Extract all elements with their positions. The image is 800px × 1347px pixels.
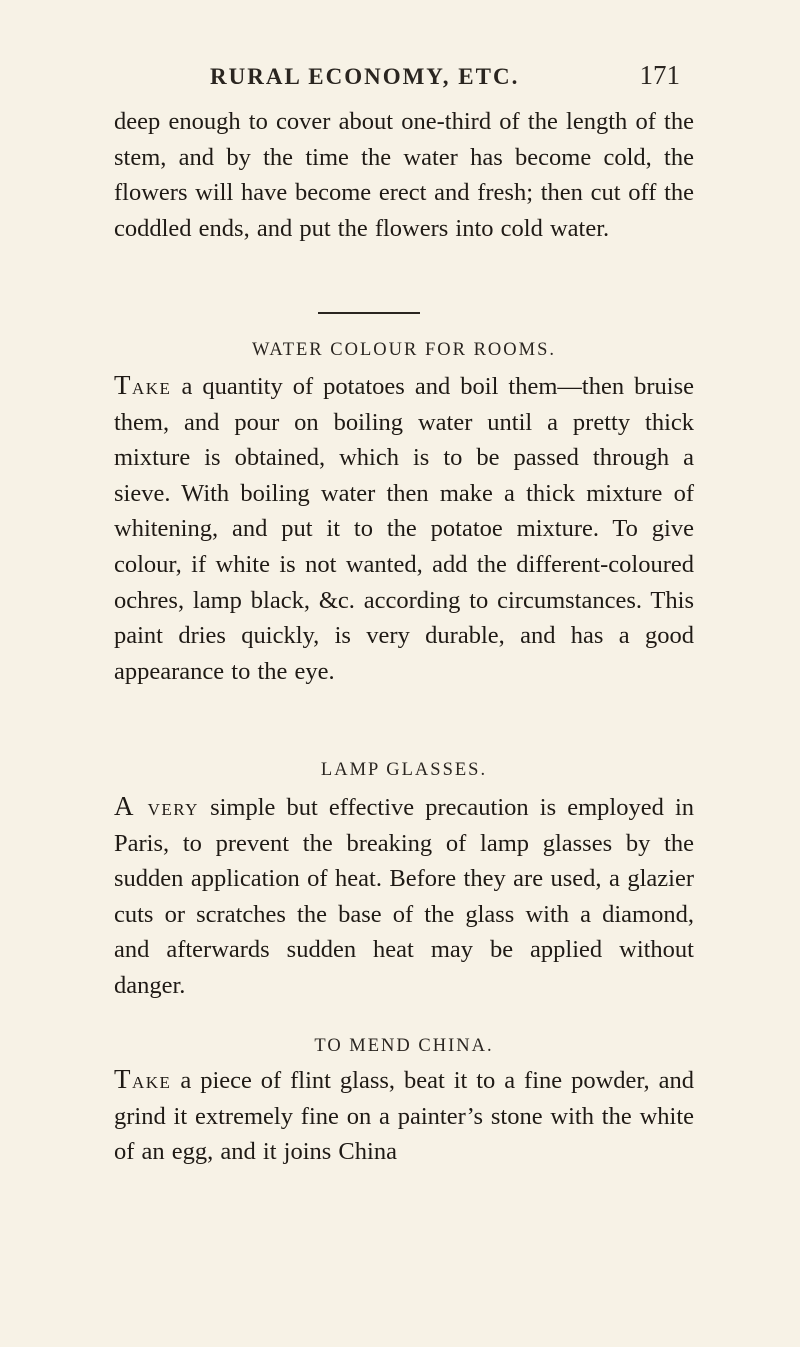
section-heading-water-colour: WATER COLOUR FOR ROOMS.: [251, 340, 556, 360]
running-head: [210, 60, 680, 96]
continuation-paragraph: deep enough to cover about one-third of the length of the stem, and by the time the water has become cold, the flowers will have become erect and fresh; then cut off the coddled ends, and put the flowers into cold water.: [114, 108, 694, 242]
section-heading-lamp-glasses: LAMP GLASSES.: [320, 760, 488, 780]
section-paragraph-lamp-glasses: [114, 789, 694, 1004]
paragraph-body: a piece of flint glass, beat it to a fine powder, and grind it extremely fine on a painter’s stone with the white of an egg, and it joins China: [114, 1067, 694, 1166]
section-paragraph-mend-china: [114, 1062, 694, 1170]
lead-rest: ake: [132, 373, 172, 400]
section-paragraph-water-colour: [114, 368, 694, 689]
paragraph-lead: [114, 1064, 172, 1094]
lead-rest: very: [135, 794, 199, 821]
lead-initial: A: [114, 791, 135, 821]
page-number: 171: [639, 60, 680, 90]
lead-initial: T: [114, 1064, 132, 1094]
section-heading-mend-china: TO MEND CHINA.: [314, 1036, 494, 1056]
lead-rest: ake: [132, 1067, 172, 1094]
section-divider: [318, 312, 420, 314]
paragraph-lead: [114, 791, 199, 821]
paragraph-body: a quantity of potatoes and boil them—then bruise them, and pour on boiling water until a pretty thick mixture is obtained, which is to be passed through a sieve. With boiling water then make a thick mixture of whitening, and put it to the potatoe mixture. To give colour, if white is not wanted, add the different-coloured ochres, lamp black, &c. according to circumstances. This paint dries quickly, is very durable, and has a good appearance to the eye.: [114, 373, 694, 685]
running-title: RURAL ECONOMY, ETC.: [210, 64, 520, 89]
paragraph-body: simple but effective precaution is employed in Paris, to prevent the breaking of lamp glasses by the sudden application of heat. Before they are used, a glazier cuts or scratches the base of the glass with a diamond, and afterwards sudden heat may be applied without danger.: [114, 794, 694, 999]
lead-initial: T: [114, 370, 132, 400]
paragraph-lead: [114, 370, 172, 400]
